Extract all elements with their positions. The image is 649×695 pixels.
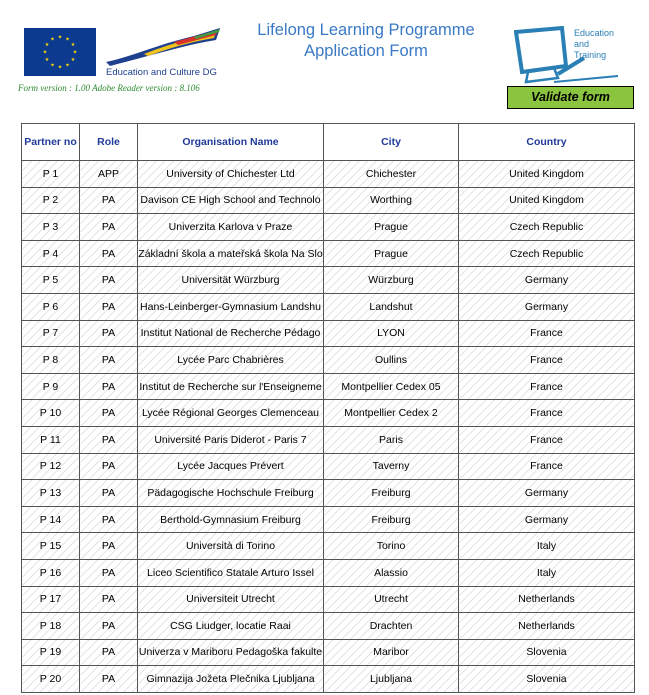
role-cell[interactable]: PA bbox=[80, 453, 138, 480]
organisation-name-cell[interactable]: Lycée Parc Chabrières bbox=[138, 347, 324, 374]
role-cell[interactable]: PA bbox=[80, 586, 138, 613]
partner-no-cell[interactable]: P 2 bbox=[22, 187, 80, 214]
table-row bbox=[22, 347, 635, 374]
role-cell[interactable]: PA bbox=[80, 666, 138, 693]
country-cell[interactable]: Netherlands bbox=[459, 586, 635, 613]
city-cell[interactable]: Oullins bbox=[324, 347, 459, 374]
partner-no-cell[interactable]: P 5 bbox=[22, 267, 80, 294]
eu-star-icon: ★ bbox=[44, 57, 50, 64]
table-row bbox=[22, 320, 635, 347]
partner-no-cell[interactable]: P 14 bbox=[22, 506, 80, 533]
city-cell[interactable]: Landshut bbox=[324, 293, 459, 320]
eu-star-icon: ★ bbox=[65, 36, 70, 43]
organisation-name-cell[interactable]: Lycée Jacques Prévert bbox=[138, 453, 324, 480]
role-cell[interactable]: PA bbox=[80, 480, 138, 507]
city-cell[interactable]: Maribor bbox=[324, 639, 459, 666]
city-cell[interactable]: Alassio bbox=[324, 559, 459, 586]
partner-no-cell[interactable]: P 3 bbox=[22, 214, 80, 241]
table-row bbox=[22, 293, 635, 320]
country-cell[interactable]: United Kingdom bbox=[459, 161, 635, 188]
organisation-name-cell[interactable]: Universiteit Utrecht bbox=[138, 586, 324, 613]
table-row bbox=[22, 533, 635, 560]
organisation-name-cell[interactable]: Institut de Recherche sur l'Enseigneme bbox=[138, 373, 324, 400]
partner-no-cell[interactable]: P 9 bbox=[22, 373, 80, 400]
organisation-name-cell[interactable]: Základní škola a mateřská škola Na Slo bbox=[138, 240, 324, 267]
role-cell[interactable]: PA bbox=[80, 506, 138, 533]
table-row bbox=[22, 453, 635, 480]
city-cell[interactable]: Freiburg bbox=[324, 480, 459, 507]
role-cell[interactable]: PA bbox=[80, 533, 138, 560]
country-cell[interactable]: Czech Republic bbox=[459, 240, 635, 267]
title-line-1: Lifelong Learning Programme bbox=[257, 21, 475, 39]
country-cell[interactable]: Slovenia bbox=[459, 639, 635, 666]
organisation-name-cell[interactable]: University of Chichester Ltd bbox=[138, 161, 324, 188]
form-version-text: Form version : 1.00 Adobe Reader version : 8.106 bbox=[18, 83, 200, 93]
country-cell[interactable]: Netherlands bbox=[459, 613, 635, 640]
partner-no-cell[interactable]: P 17 bbox=[22, 586, 80, 613]
country-cell[interactable]: Germany bbox=[459, 293, 635, 320]
table-row bbox=[22, 613, 635, 640]
role-cell[interactable]: PA bbox=[80, 214, 138, 241]
eu-star-icon: ★ bbox=[57, 64, 63, 71]
table-header-row bbox=[22, 124, 635, 161]
country-cell[interactable]: France bbox=[459, 347, 635, 374]
et-label-line-2: and bbox=[574, 39, 590, 49]
table-row bbox=[22, 187, 635, 214]
city-cell[interactable]: Ljubljana bbox=[324, 666, 459, 693]
column-header-partner-no: Partner no bbox=[22, 124, 80, 161]
partner-no-cell[interactable]: P 6 bbox=[22, 293, 80, 320]
organisation-name-cell[interactable]: Berthold-Gymnasium Freiburg bbox=[138, 506, 324, 533]
table-row bbox=[22, 506, 635, 533]
eu-star-icon: ★ bbox=[44, 42, 50, 49]
table-row bbox=[22, 373, 635, 400]
organisation-name-cell[interactable]: Universität Würzburg bbox=[138, 267, 324, 294]
role-cell[interactable]: PA bbox=[80, 320, 138, 347]
et-label-line-1: Education bbox=[574, 28, 615, 38]
city-cell[interactable]: Taverny bbox=[324, 453, 459, 480]
city-cell[interactable]: Paris bbox=[324, 426, 459, 453]
partner-no-cell[interactable]: P 11 bbox=[22, 426, 80, 453]
organisation-name-cell[interactable]: Davison CE High School and Technolo bbox=[138, 187, 324, 214]
table-row bbox=[22, 240, 635, 267]
eu-star-icon: ★ bbox=[42, 49, 48, 56]
partner-no-cell[interactable]: P 13 bbox=[22, 480, 80, 507]
column-header-role: Role bbox=[80, 124, 138, 161]
partner-no-cell[interactable]: P 7 bbox=[22, 320, 80, 347]
table-row bbox=[22, 480, 635, 507]
organisation-name-cell[interactable]: Gimnazija Jožeta Plečnika Ljubljana bbox=[138, 666, 324, 693]
role-cell[interactable]: PA bbox=[80, 347, 138, 374]
organisation-name-cell[interactable]: Institut National de Recherche Pédago bbox=[138, 320, 324, 347]
eu-star-icon: ★ bbox=[50, 36, 55, 43]
partner-no-cell[interactable]: P 4 bbox=[22, 240, 80, 267]
country-cell[interactable]: Germany bbox=[459, 506, 635, 533]
city-cell[interactable]: Torino bbox=[324, 533, 459, 560]
country-cell[interactable]: Italy bbox=[459, 559, 635, 586]
country-cell[interactable]: Germany bbox=[459, 267, 635, 294]
city-cell[interactable]: Worthing bbox=[324, 187, 459, 214]
table-row bbox=[22, 267, 635, 294]
table-row bbox=[22, 559, 635, 586]
role-cell[interactable]: PA bbox=[80, 240, 138, 267]
role-cell[interactable]: PA bbox=[80, 426, 138, 453]
column-header-country: Country bbox=[459, 124, 635, 161]
table-row bbox=[22, 214, 635, 241]
eu-star-icon: ★ bbox=[70, 57, 76, 64]
city-cell[interactable]: Prague bbox=[324, 240, 459, 267]
title-line-2: Application Form bbox=[304, 42, 428, 60]
page-title bbox=[200, 20, 532, 62]
role-cell[interactable]: PA bbox=[80, 267, 138, 294]
role-cell[interactable]: PA bbox=[80, 187, 138, 214]
table-row bbox=[22, 586, 635, 613]
city-cell[interactable]: Würzburg bbox=[324, 267, 459, 294]
city-cell[interactable]: Chichester bbox=[324, 161, 459, 188]
partner-no-cell[interactable]: P 12 bbox=[22, 453, 80, 480]
table-row bbox=[22, 426, 635, 453]
partner-no-cell[interactable]: P 20 bbox=[22, 666, 80, 693]
city-cell[interactable]: Prague bbox=[324, 214, 459, 241]
partner-no-cell[interactable]: P 1 bbox=[22, 161, 80, 188]
organisation-name-cell[interactable]: Univerza v Mariboru Pedagoška fakulte bbox=[138, 639, 324, 666]
partner-no-cell[interactable]: P 8 bbox=[22, 347, 80, 374]
organisation-name-cell[interactable]: Università di Torino bbox=[138, 533, 324, 560]
organisation-name-cell[interactable]: Hans-Leinberger-Gymnasium Landshu bbox=[138, 293, 324, 320]
education-training-label bbox=[574, 28, 614, 61]
city-cell[interactable]: Freiburg bbox=[324, 506, 459, 533]
table-row bbox=[22, 161, 635, 188]
partners-table bbox=[21, 123, 635, 693]
country-cell[interactable]: Germany bbox=[459, 480, 635, 507]
organisation-name-cell[interactable]: Pädagogische Hochschule Freiburg bbox=[138, 480, 324, 507]
organisation-name-cell[interactable]: Lycée Régional Georges Clemenceau bbox=[138, 400, 324, 427]
role-cell[interactable]: PA bbox=[80, 400, 138, 427]
country-cell[interactable]: France bbox=[459, 320, 635, 347]
eu-star-icon: ★ bbox=[50, 62, 55, 69]
partner-no-cell[interactable]: P 19 bbox=[22, 639, 80, 666]
partner-no-cell[interactable]: P 18 bbox=[22, 613, 80, 640]
table-row bbox=[22, 400, 635, 427]
organisation-name-cell[interactable]: Liceo Scientifico Statale Arturo Issel bbox=[138, 559, 324, 586]
eu-star-icon: ★ bbox=[57, 34, 63, 41]
organisation-name-cell[interactable]: CSG Liudger, locatie Raai bbox=[138, 613, 324, 640]
role-cell[interactable]: PA bbox=[80, 613, 138, 640]
column-header-city: City bbox=[324, 124, 459, 161]
city-cell[interactable]: Drachten bbox=[324, 613, 459, 640]
table-row bbox=[22, 666, 635, 693]
et-label-line-3: Training bbox=[574, 50, 607, 60]
country-cell[interactable]: France bbox=[459, 400, 635, 427]
country-cell[interactable]: France bbox=[459, 373, 635, 400]
eu-star-icon: ★ bbox=[70, 42, 76, 49]
role-cell[interactable]: PA bbox=[80, 373, 138, 400]
validate-form-button[interactable]: Validate form bbox=[507, 86, 634, 109]
eu-star-icon: ★ bbox=[65, 62, 70, 69]
country-cell[interactable]: France bbox=[459, 426, 635, 453]
country-cell[interactable]: United Kingdom bbox=[459, 187, 635, 214]
partner-no-cell[interactable]: P 10 bbox=[22, 400, 80, 427]
organisation-name-cell[interactable]: Univerzita Karlova v Praze bbox=[138, 214, 324, 241]
role-cell[interactable]: PA bbox=[80, 293, 138, 320]
table-row bbox=[22, 639, 635, 666]
partner-no-cell[interactable]: P 16 bbox=[22, 559, 80, 586]
role-cell[interactable]: PA bbox=[80, 639, 138, 666]
column-header-organisation-name: Organisation Name bbox=[138, 124, 324, 161]
country-cell[interactable]: Slovenia bbox=[459, 666, 635, 693]
partner-no-cell[interactable]: P 15 bbox=[22, 533, 80, 560]
country-cell[interactable]: Czech Republic bbox=[459, 214, 635, 241]
organisation-name-cell[interactable]: Université Paris Diderot - Paris 7 bbox=[138, 426, 324, 453]
city-cell[interactable]: Utrecht bbox=[324, 586, 459, 613]
city-cell[interactable]: Montpellier Cedex 05 bbox=[324, 373, 459, 400]
city-cell[interactable]: LYON bbox=[324, 320, 459, 347]
country-cell[interactable]: Italy bbox=[459, 533, 635, 560]
eu-star-icon: ★ bbox=[72, 49, 78, 56]
city-cell[interactable]: Montpellier Cedex 2 bbox=[324, 400, 459, 427]
country-cell[interactable]: France bbox=[459, 453, 635, 480]
role-cell[interactable]: PA bbox=[80, 559, 138, 586]
role-cell[interactable]: APP bbox=[80, 161, 138, 188]
eu-flag-logo bbox=[24, 28, 96, 76]
dg-label: Education and Culture DG bbox=[106, 67, 217, 78]
